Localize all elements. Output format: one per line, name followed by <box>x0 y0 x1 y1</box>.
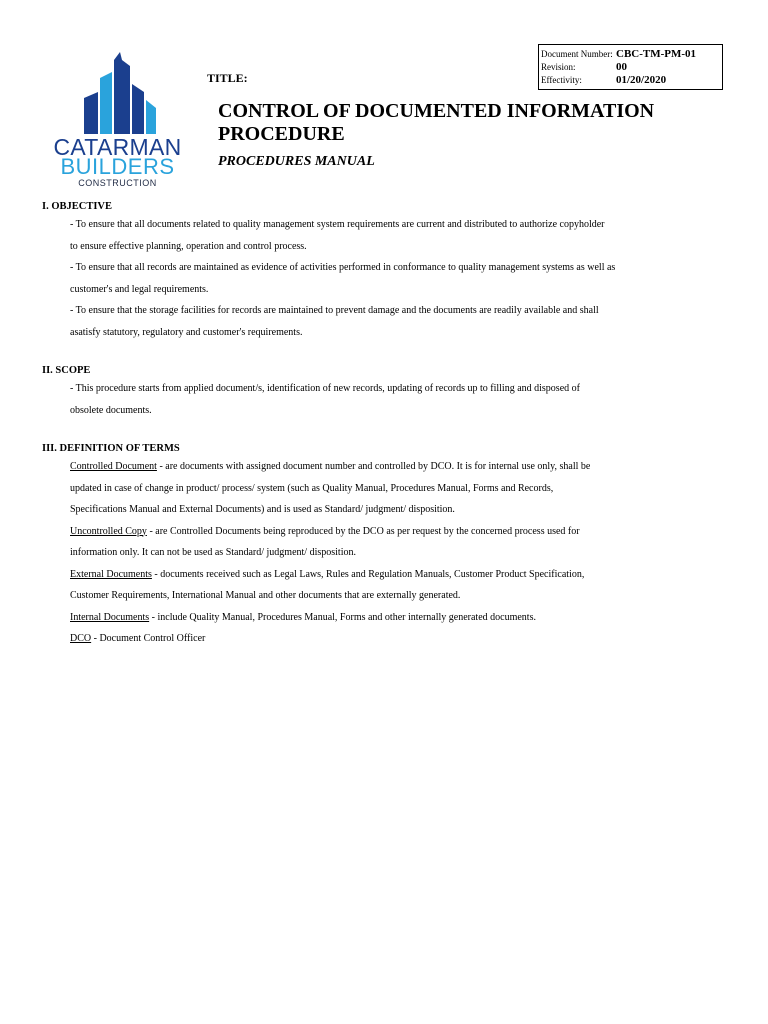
document-number-label: Document Number: <box>541 49 613 59</box>
effectivity-label: Effectivity: <box>541 75 582 85</box>
objective-line: - To ensure that the storage facilities for records are maintained to prevent damage and the documents are readily available and shall <box>70 305 599 316</box>
main-title <box>218 100 738 146</box>
logo-word-construction: CONSTRUCTION <box>78 178 157 188</box>
objective-line: to ensure effective planning, operation and control process. <box>70 240 307 252</box>
objective-line: - To ensure that all records are maintained as evidence of activities performed in conformance to quality management systems as well as <box>70 262 616 273</box>
document-number-row <box>541 48 722 61</box>
logo-word-catarman: CATARMAN <box>53 134 182 160</box>
term-uncontrolled-copy: Uncontrolled Copy <box>70 525 147 537</box>
definition-line: Specifications Manual and External Documents) and is used as Standard/ judgment/ disposition. <box>70 504 455 515</box>
definition-line: information only. It can not be used as Standard/ judgment/ disposition. <box>70 547 356 558</box>
term-external-documents: External Documents <box>70 568 152 580</box>
section-heading-scope: II. SCOPE <box>42 365 91 376</box>
sub-title: PROCEDURES MANUAL <box>218 154 375 169</box>
definition-external-documents <box>42 564 722 586</box>
company-logo <box>40 52 195 192</box>
effectivity-row <box>541 74 722 87</box>
definition-line: Customer Requirements, International Manual and other documents that are externally generated. <box>70 590 461 601</box>
objective-line: - To ensure that all documents related to quality management system requirements are current and distributed to authorize copyholder <box>70 219 605 230</box>
revision-value: 00 <box>616 61 627 73</box>
definition-text: - include Quality Manual, Procedures Manual, Forms and other internally generated documents. <box>149 611 536 623</box>
building-skyline-icon <box>40 52 195 142</box>
scope-line: - This procedure starts from applied document/s, identification of new records, updating of records up to filling and disposed of <box>70 383 580 394</box>
term-controlled-document: Controlled Document <box>70 461 157 472</box>
document-body <box>42 200 722 650</box>
logo-word-builders: BUILDERS <box>60 154 175 179</box>
section-heading-definitions: III. DEFINITION OF TERMS <box>42 443 180 454</box>
definition-uncontrolled-copy <box>42 521 722 543</box>
effectivity-value: 01/20/2020 <box>616 74 667 86</box>
title-label: TITLE: <box>207 71 248 85</box>
definition-dco <box>42 628 722 650</box>
term-dco: DCO <box>70 633 92 644</box>
main-title-line-1: CONTROL OF DOCUMENTED INFORMATION <box>218 100 655 122</box>
definition-text: - Document Control Officer <box>91 633 206 644</box>
scope-line: obsolete documents. <box>70 404 152 416</box>
definition-internal-documents <box>42 607 722 629</box>
objective-line: asatisfy statutory, regulatory and customer's requirements. <box>70 326 303 338</box>
revision-row <box>541 61 722 74</box>
definition-text: - are documents with assigned document number and controlled by DCO. It is for internal use only, shall be <box>156 461 591 472</box>
document-control-box <box>538 44 723 90</box>
main-title-line-2: PROCEDURE <box>218 123 345 145</box>
definition-text: - documents received such as Legal Laws, Rules and Regulation Manuals, Customer Product Specification, <box>151 568 585 580</box>
definition-text: - are Controlled Documents being reproduced by the DCO as per request by the concerned process used for <box>146 525 580 537</box>
definition-controlled-document <box>42 456 722 478</box>
revision-label: Revision: <box>541 62 576 72</box>
objective-line: customer's and legal requirements. <box>70 283 209 295</box>
definition-line: updated in case of change in product/ process/ system (such as Quality Manual, Procedures Manual, Forms and Records, <box>70 482 554 494</box>
term-internal-documents: Internal Documents <box>70 611 150 623</box>
document-number-value: CBC-TM-PM-01 <box>616 48 697 60</box>
section-heading-objective: I. OBJECTIVE <box>42 201 113 212</box>
